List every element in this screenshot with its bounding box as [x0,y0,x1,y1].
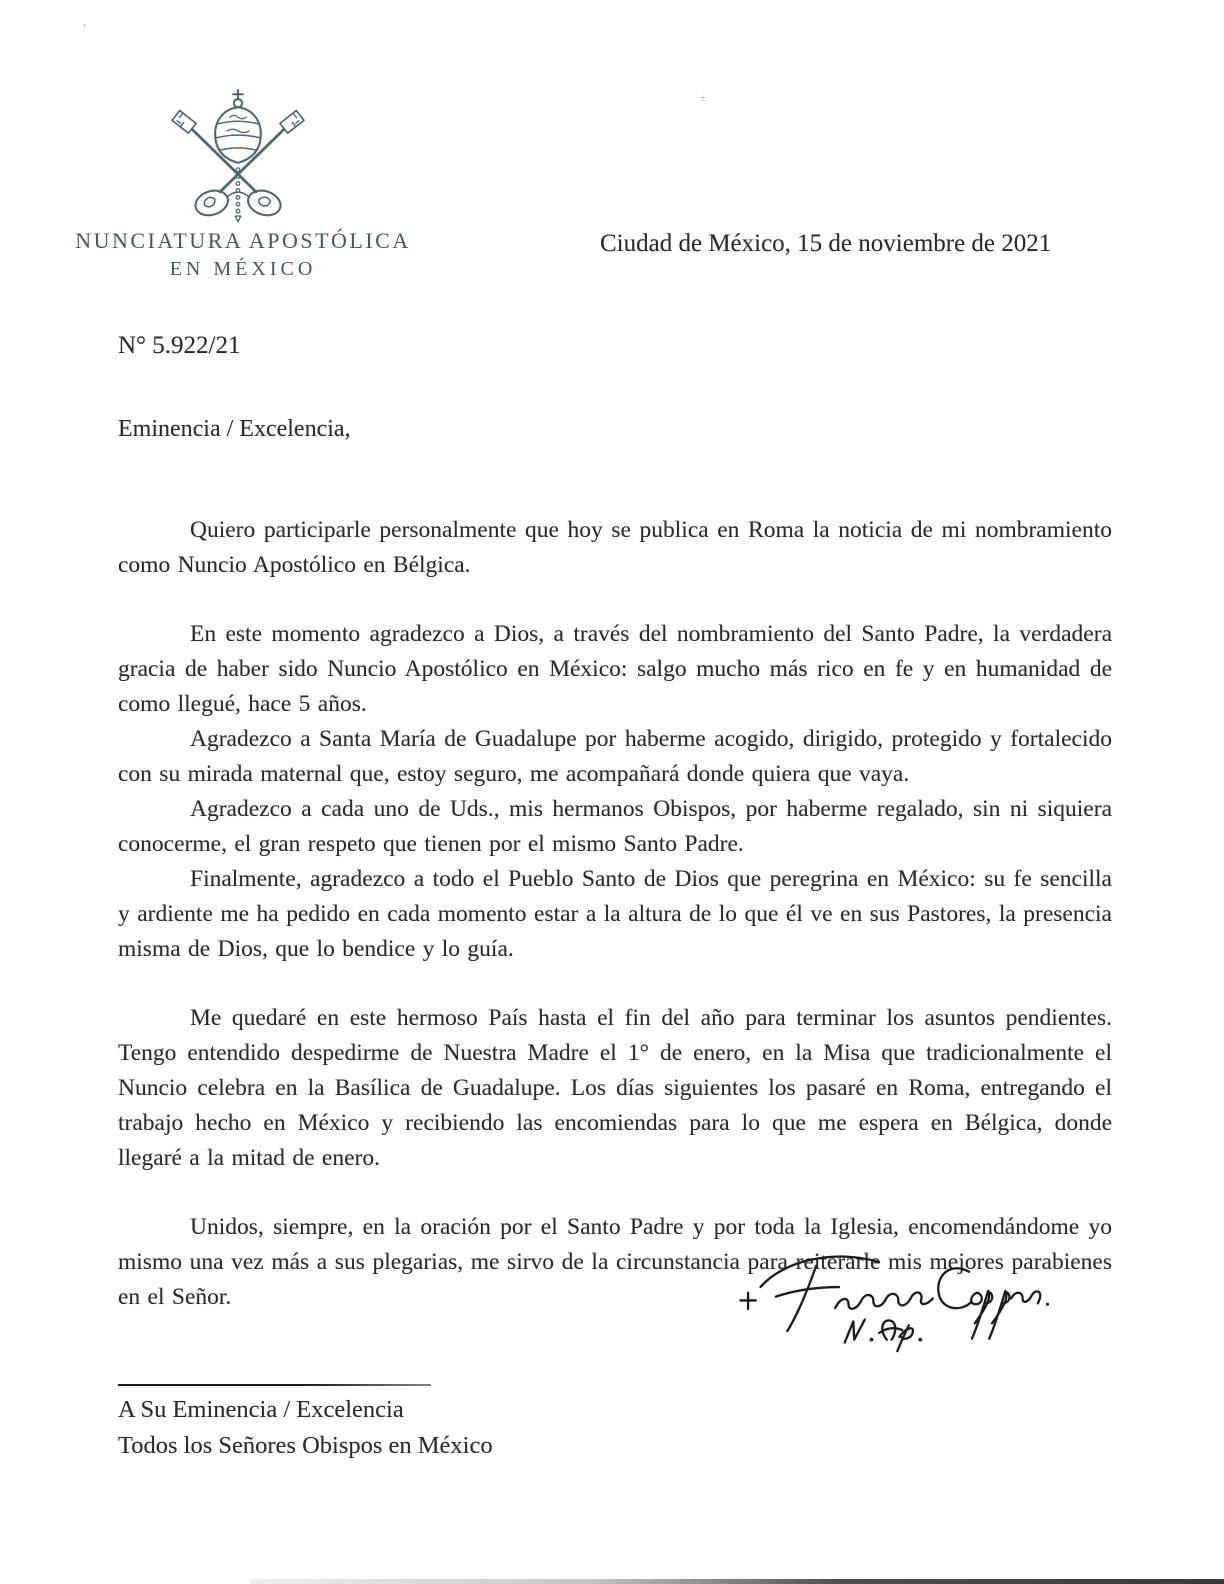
addressee-block [118,1392,493,1464]
paragraph: Unidos, siempre, en la oración por el Santo Padre y por toda la Iglesia, encomendándome yo mismo una vez más a sus plegarias, me sirvo de la circunstancia para reiterarle mis mejores parabienes en el Señor. [118,1214,1112,1310]
scan-edge-artifact [250,1579,1224,1584]
org-name-line1: NUNCIATURA APOSTÓLICA [75,228,411,253]
salutation: Eminencia / Excelencia, [118,416,351,442]
scan-speck: ± [700,92,707,104]
letterhead-org-name [70,226,416,283]
paragraph: En este momento agradezco a Dios, a través del nombramiento del Santo Padre, la verdadera gracia de haber sido Nuncio Apostólico en México: salgo mucho más rico en fe y en humanidad de como llegué, hace 5 años. [118,621,1112,717]
letter-body [118,479,1112,1315]
paragraph: Agradezco a Santa María de Guadalupe por haberme acogido, dirigido, protegido y fortalecido con su mirada maternal que, estoy seguro, me acompañará donde quiera que vaya. [118,726,1112,787]
paragraph: Agradezco a cada uno de Uds., mis hermanos Obispos, por haberme regalado, sin ni siquiera conocerme, el gran respeto que tienen por el mismo Santo Padre. [118,796,1112,857]
scan-speck: ’ [82,22,87,37]
reference-number: N° 5.922/21 [118,332,241,359]
papal-coat-of-arms-icon [168,88,308,223]
paragraph: Quiero participarle personalmente que hoy se publica en Roma la noticia de mi nombramiento como Nuncio Apostólico en Bélgica. [118,517,1112,578]
addressee-line1: A Su Eminencia / Excelencia [118,1396,404,1423]
org-name-line2: EN MÉXICO [169,257,317,280]
date-line: Ciudad de México, 15 de noviembre de 2021 [600,230,1052,257]
addressee-divider [118,1384,431,1386]
paragraph: Finalmente, agradezco a todo el Pueblo Santo de Dios que peregrina en México: su fe sencilla y ardiente me ha pedido en cada momento estar a la altura de lo que él ve en sus Pastores, la presencia misma de Dios, que lo bendice y lo guía. [118,866,1112,962]
signature-title-strokes [845,1320,922,1352]
addressee-line2: Todos los Señores Obispos en México [118,1432,493,1459]
paragraph: Me quedaré en este hermoso País hasta el fin del año para terminar los asuntos pendientes. Tengo entendido despedirme de Nuestra Madre el 1° de enero, en la Misa que tradicionalmente el Nuncio celebra en la Basílica de Guadalupe. Los días siguientes los pasaré en Roma, entregando el trabajo hecho en México y recibiendo las encomiendas para lo que me espera en Bélgica, donde llegaré a la mitad de enero. [118,1005,1112,1171]
signature-handwriting [728,1238,1058,1360]
